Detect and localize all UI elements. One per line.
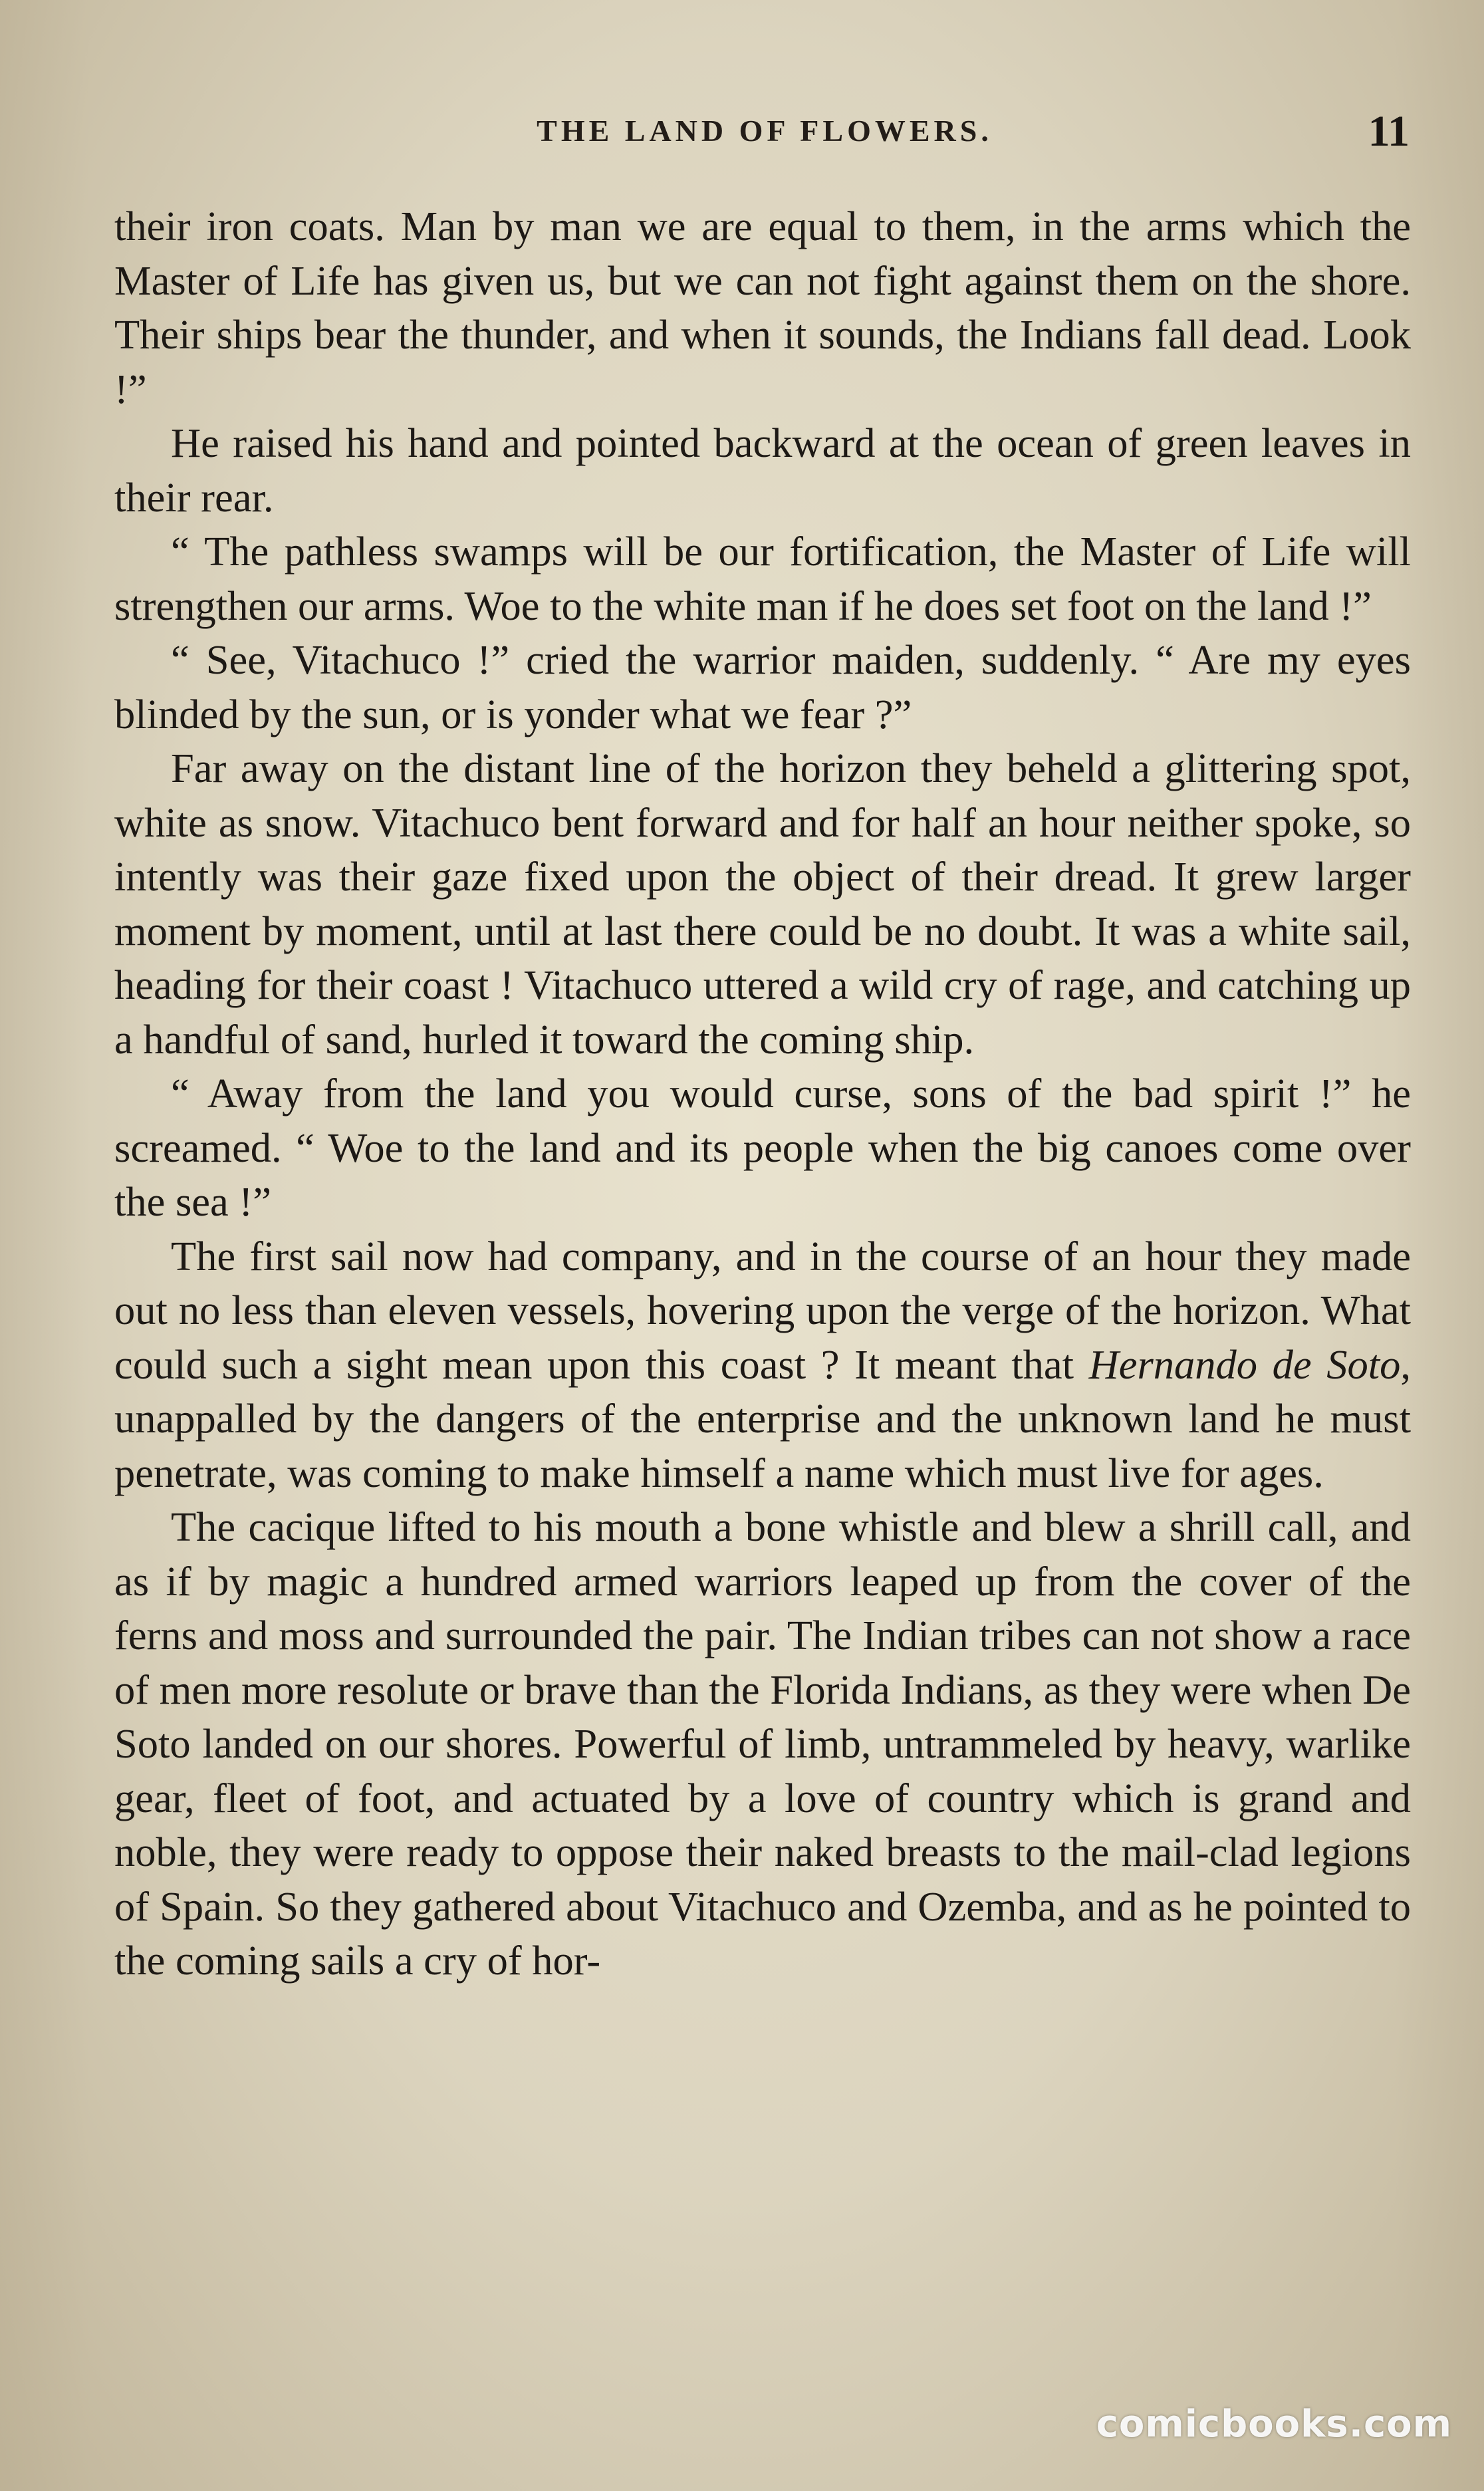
paragraph: [114, 1500, 1411, 1988]
paragraph: [114, 633, 1411, 741]
text-run: The first sail now had company, and in the course of an hour they made out no less than eleven vessels, hovering upon the verge of the horizon. What could such a sight mean upon this coast ? It meant that: [114, 1232, 1411, 1388]
text-run: “ Away from the land you would curse, sons of the bad spirit !” he screamed. “ Woe to the land and its people when the big canoes come over the sea !”: [114, 1070, 1411, 1225]
text-run: , unappalled by the dangers of the enterprise and the unknown land he must penetrate, was coming to make himself a name which must live for ages.: [114, 1341, 1411, 1496]
text-run: He raised his hand and pointed backward at the ocean of green leaves in their rear.: [114, 420, 1411, 521]
page-number: 11: [1368, 107, 1410, 156]
italic-name: Hernando de Soto: [1088, 1341, 1401, 1388]
text-run: The cacique lifted to his mouth a bone whistle and blew a shrill call, and as if by magic a hundred armed warriors leaped up from the cover of the ferns and moss and surrounded the pair. The Indian tribes can not show a race of men more resolute or brave than the Florida Indians, as they were when De Soto landed on our shores. Powerful of limb, untrammeled by heavy, warlike gear, fleet of foot, and actuated by a love of country which is grand and noble, they were ready to oppose their naked breasts to the mail-clad legions of Spain. So they gathered about Vitachuco and Ozemba, and as he pointed to the coming sails a cry of hor-: [114, 1504, 1411, 1984]
body-text: [114, 199, 1411, 1988]
running-title: THE LAND OF FLOWERS.: [537, 114, 993, 148]
paragraph: [114, 741, 1411, 1067]
paragraph: [114, 199, 1411, 416]
paragraph: [114, 416, 1411, 525]
text-run: their iron coats. Man by man we are equal to them, in the arms which the Master of Life has given us, but we can not fight against them on the shore. Their ships bear the thunder, and when it sounds, the Indians fall dead. Look !”: [114, 203, 1411, 412]
paragraph: [114, 1230, 1411, 1501]
text-run: “ The pathless swamps will be our fortification, the Master of Life will strengthen our arms. Woe to the white man if he does set foot on the land !”: [114, 528, 1411, 629]
page-header: [113, 106, 1416, 166]
text-run: Far away on the distant line of the horizon they beheld a glittering spot, white as snow. Vitachuco bent forward and for half an hour neither spoke, so intently was their gaze fixed upon the object of their dread. It grew larger moment by moment, until at last there could be no doubt. It was a white sail, heading for their coast ! Vitachuco uttered a wild cry of rage, and catching up a handful of sand, hurled it toward the coming ship.: [114, 745, 1411, 1063]
paragraph: [114, 525, 1411, 633]
text-run: “ See, Vitachuco !” cried the warrior maiden, suddenly. “ Are my eyes blinded by the sun, or is yonder what we fear ?”: [114, 636, 1411, 737]
watermark: comicbooks.com: [1096, 2403, 1452, 2446]
paragraph: [114, 1067, 1411, 1230]
